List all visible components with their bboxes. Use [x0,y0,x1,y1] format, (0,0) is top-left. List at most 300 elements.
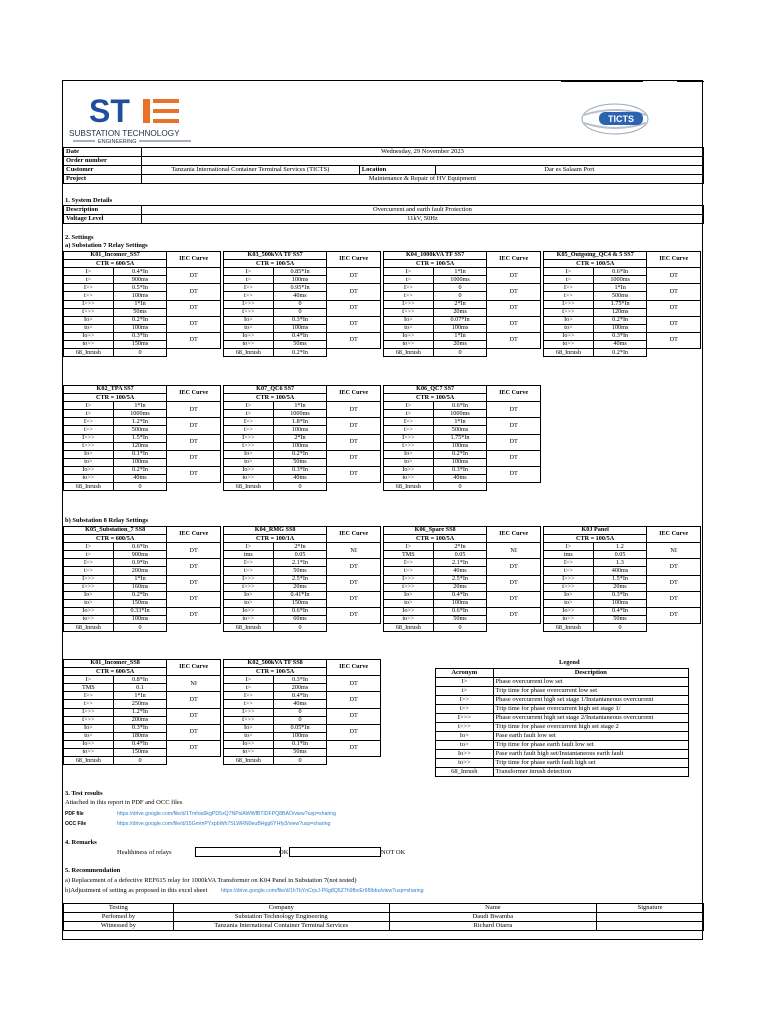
relay-setting-row [224,418,381,426]
setting-name: Io>> [64,740,114,748]
setting-value: 150ms [113,599,167,607]
setting-value: 2*In [433,543,487,551]
recommendation-a: a) Replacement of a defective REF615 relay for 1000kVA Transformer on K04 Panel in Substation 7(not tested) [65,877,357,884]
relay-setting-row [64,418,221,426]
empty-cell [327,483,381,491]
setting-name: 68_Inrush [384,483,434,491]
relay-ctr: CTR = 100/5A [384,260,487,268]
setting-name: I>> [544,284,594,292]
ste-logo-letters: ST [89,93,130,129]
relay-setting-row [64,300,221,308]
date-label: Date [64,148,142,157]
setting-name: to> [224,458,274,466]
setting-value: 100ms [593,324,647,332]
legend-description: Trip time for phase earth fault low set [493,741,688,750]
setting-name: t>> [224,700,274,708]
setting-value: 100ms [433,599,487,607]
setting-name: 68_Inrush [64,757,114,765]
relay-setting-row [224,591,381,599]
setting-name: to> [384,324,434,332]
setting-value: 0.6*In [593,268,647,276]
setting-name: to> [64,732,114,740]
setting-name: to>> [384,616,434,624]
setting-value: 100ms [113,616,167,624]
relay-setting-row [224,543,381,551]
iec-curve-value: DT [487,300,541,316]
setting-value: 100ms [113,292,167,300]
setting-value: 0.85*In [273,268,327,276]
ste-logo [67,91,197,147]
ok-checkbox[interactable] [195,847,281,857]
setting-name: to>> [224,749,274,757]
setting-value: 0.6*In [273,607,327,615]
setting-name: t>> [384,292,434,300]
setting-name: I>>> [64,300,114,308]
not-ok-label: NOT OK [381,849,406,856]
relay-block [223,526,381,632]
legend-row [436,723,689,732]
relay-title: K03_500kVA TF SS7 [224,252,327,260]
relay-block [63,659,221,765]
setting-value: 40ms [273,292,327,300]
setting-value: 1*In [113,692,167,700]
setting-name: Io>> [64,466,114,474]
relay-setting-row [224,316,381,324]
setting-value: 0 [593,624,647,632]
setting-name: 68_Inrush [384,349,434,357]
setting-value: 20ms [433,341,487,349]
setting-name: t>>> [384,583,434,591]
iec-curve-value: DT [327,450,381,466]
iec-curve-value: DT [647,607,701,623]
setting-value: 0.2*In [433,450,487,458]
setting-value: 1.5*In [593,575,647,583]
relay-block [383,526,541,632]
setting-name: Io>> [224,740,274,748]
setting-name: to>> [224,616,274,624]
setting-name: Io> [64,724,114,732]
relay-setting-row [224,332,381,340]
relay-title: K05_Outgoing_QC4 & 5 SS7 [544,252,647,260]
legend-description: Trip time for phase overcurrent high set stage 1/ [493,705,688,714]
relay-setting-row [224,724,381,732]
setting-name: t> [384,276,434,284]
setting-name: I>>> [64,575,114,583]
setting-name: I> [224,402,274,410]
iec-curve-value: DT [487,284,541,300]
order-value [141,157,703,166]
relay-ctr: CTR = 100/5A [384,394,487,402]
setting-value: 400ms [593,567,647,575]
relay-table [543,526,701,632]
relay-setting-row [384,483,541,491]
iec-curve-header: IEC Curve [327,386,381,402]
relay-setting-row [384,450,541,458]
setting-name: t> [64,551,114,559]
setting-value: 0 [273,708,327,716]
setting-value: 0 [433,284,487,292]
setting-value: 0.33*In [113,607,167,615]
setting-name: Io>> [224,607,274,615]
setting-name: tms [224,551,274,559]
setting-name: Io> [544,316,594,324]
legend-row [436,732,689,741]
setting-value: 0.2*In [113,316,167,324]
iec-curve-value: DT [487,418,541,434]
relay-setting-row [544,591,701,599]
relay-setting-row [224,575,381,583]
setting-value: 150ms [113,749,167,757]
relay-block [63,385,221,491]
relay-setting-row [544,543,701,551]
setting-name: t>>> [384,442,434,450]
setting-value: 100ms [593,599,647,607]
ticts-logo [581,103,649,135]
setting-value: 1.2 [593,543,647,551]
setting-name: I>>> [64,708,114,716]
relay-setting-row [544,284,701,292]
setting-value: 100ms [433,442,487,450]
setting-name: Io> [224,450,274,458]
relay-block [63,526,221,632]
relay-setting-row [64,349,221,357]
setting-name: I>> [224,418,274,426]
setting-name: t>> [224,292,274,300]
iec-curve-value: DT [167,740,221,756]
signoff-row [64,913,704,922]
setting-value: 0.2*In [273,349,327,357]
iec-curve-value: DT [327,316,381,332]
legend-row [436,759,689,768]
relay-setting-row [64,559,221,567]
setting-name: t>> [544,567,594,575]
iec-curve-value: DT [327,692,381,708]
setting-value: 100ms [273,276,327,284]
relay-setting-row [224,284,381,292]
setting-name: t>> [64,426,114,434]
iec-curve-header: IEC Curve [487,386,541,402]
not-ok-checkbox[interactable] [289,847,381,857]
setting-name: t>>> [64,716,114,724]
relay-title: K02_500kVA TF SS8 [224,660,327,668]
setting-name: t> [224,684,274,692]
legend-description: Phase overcurrent high set stage 1/Instantaneous overcurrent [493,696,688,705]
setting-name: Io>> [384,607,434,615]
iec-curve-value: DT [647,559,701,575]
setting-value: 40ms [273,700,327,708]
relay-setting-row [384,624,541,632]
iec-curve-value: DT [167,543,221,559]
iec-curve-header: IEC Curve [327,527,381,543]
setting-name: to>> [224,341,274,349]
signature-field[interactable] [597,922,704,931]
relay-ctr: CTR = 600/5A [64,668,167,676]
setting-value: 0 [273,483,327,491]
setting-value: 0 [113,483,167,491]
legend-description: Trip time for phase overcurrent low set [493,687,688,696]
setting-value: 0.05 [593,551,647,559]
setting-name: to>> [64,475,114,483]
empty-cell [647,624,701,632]
legend-acronym: 68_Inrush [436,768,494,777]
legend-row [436,687,689,696]
info-table [63,147,704,184]
legend-acronym: t> [436,687,494,696]
relay-setting-row [384,607,541,615]
setting-name: 68_Inrush [224,624,274,632]
relay-title: K02_TPA SS7 [64,386,167,394]
setting-value: 50ms [113,308,167,316]
setting-name: to> [64,458,114,466]
setting-name: t>>> [384,308,434,316]
test-results-heading: 3. Test results [65,790,103,797]
setting-value: 0.1*In [273,740,327,748]
iec-curve-value: DT [647,575,701,591]
setting-value: 0.4*In [113,740,167,748]
recommendation-link[interactable]: https://drive.google.com/file/d/1hTbYnCrjxJ-P6g8Q5Z7h9fbcEr6f9bbu/view?usp=sharing [221,888,424,894]
setting-name: 68_Inrush [544,624,594,632]
relay-setting-row [224,676,381,684]
iec-curve-value: DT [487,268,541,284]
setting-value: 0.1*In [113,450,167,458]
iec-curve-value: DT [487,402,541,418]
relay-ctr: CTR = 100/5A [64,394,167,402]
setting-value: 120ms [593,308,647,316]
iec-curve-value: DT [167,332,221,348]
relay-setting-row [64,316,221,324]
setting-name: I> [224,543,274,551]
location-value: Dar es Salaam Port [435,166,703,175]
legend-acronym-header: Acronym [436,669,494,678]
setting-name: to>> [544,341,594,349]
relay-setting-row [384,466,541,474]
legend-table [435,668,689,777]
setting-value: 0.3*In [593,332,647,340]
recommendation-b: b)Adjustment of setting as proposed in this excel sheet [65,887,208,894]
legend-row [436,750,689,759]
setting-name: t>> [224,567,274,575]
setting-name: I>> [64,284,114,292]
relay-setting-row [544,268,701,276]
setting-value: 40ms [113,475,167,483]
relay-setting-row [384,268,541,276]
iec-curve-value: NI [327,543,381,559]
relay-setting-row [64,591,221,599]
relay-setting-row [384,300,541,308]
relay-title: K07_QC6 SS7 [224,386,327,394]
setting-value: 1.5*In [113,434,167,442]
setting-name: t> [224,410,274,418]
setting-value: 1000ms [433,276,487,284]
pdf-file-label: PDF file [65,811,84,817]
iec-curve-value: DT [487,559,541,575]
setting-name: t>> [64,567,114,575]
setting-value: 0.2*In [273,450,327,458]
iec-curve-value: DT [167,591,221,607]
setting-value: 1.8*In [273,418,327,426]
iec-curve-header: IEC Curve [167,527,221,543]
signoff-cell: Witnessed by [64,922,174,931]
relay-title: K05_Substation_7 SS8 [64,527,167,535]
setting-value: 0 [273,300,327,308]
system-heading: 1. System Details [65,197,113,204]
setting-value: 0.6*In [433,402,487,410]
setting-value: 0.05 [273,551,327,559]
order-label: Order number [64,157,142,166]
description-value: Overcurrent and earth fault Protection [141,206,703,215]
setting-value: 0 [113,624,167,632]
setting-value: 100ms [273,442,327,450]
setting-value: 2*In [273,543,327,551]
test-results-text: Attached in this report in PDF and OCC files [65,799,183,806]
relay-table [223,526,381,632]
signature-field[interactable] [597,913,704,922]
relay-setting-row [224,434,381,442]
setting-value: 0 [433,349,487,357]
legend-acronym: to>> [436,759,494,768]
iec-curve-value: DT [647,268,701,284]
setting-name: t>> [64,292,114,300]
setting-name: to> [384,458,434,466]
setting-value: 500ms [593,292,647,300]
setting-value: 100ms [113,458,167,466]
iec-curve-value: DT [327,575,381,591]
iec-curve-value: DT [167,708,221,724]
relay-setting-row [544,575,701,583]
occ-file-link[interactable]: https://drive.google.com/file/d/15GmmPYxpbWh7SLWRN0euBHgg6YHfy3/view?usp=sharing [117,821,331,827]
iec-curve-value: DT [327,268,381,284]
relay-setting-row [64,466,221,474]
setting-name: to>> [64,749,114,757]
setting-value: 50ms [433,616,487,624]
setting-name: t>>> [64,308,114,316]
relay-ctr: CTR = 100/5A [224,394,327,402]
settings-heading: 2. Settings [65,234,94,241]
legend-acronym: to> [436,741,494,750]
empty-cell [327,624,381,632]
setting-value: 0.07*In [433,316,487,324]
empty-cell [167,349,221,357]
setting-value: 0.4*In [273,692,327,700]
setting-value: 100ms [433,324,487,332]
signoff-header: Signature [597,904,704,913]
relay-setting-row [384,349,541,357]
signoff-cell: Substation Technology Engineering [173,913,389,922]
relay-setting-row [544,316,701,324]
setting-value: 1*In [433,268,487,276]
setting-name: I> [224,676,274,684]
relay-title: K01_Incomer_SS8 [64,660,167,668]
setting-name: to>> [384,341,434,349]
setting-value: 900ms [113,276,167,284]
setting-name: to>> [64,341,114,349]
setting-value: 1*In [273,402,327,410]
setting-value: 0.4*In [113,268,167,276]
setting-value: 900ms [113,551,167,559]
legend-acronym: Io> [436,732,494,741]
setting-value: 1000ms [433,410,487,418]
setting-name: t>>> [64,442,114,450]
setting-value: 0.2*In [113,466,167,474]
relay-ctr: CTR = 100/5A [544,260,647,268]
setting-value: 100ms [273,426,327,434]
relay-setting-row [64,676,221,684]
setting-name: t> [384,410,434,418]
relay-title: K04_RMG SS8 [224,527,327,535]
relay-table [223,659,381,765]
setting-value: 0.3*In [273,466,327,474]
setting-value: 40ms [593,341,647,349]
setting-value: 0.2*In [593,349,647,357]
iec-curve-value: DT [167,450,221,466]
setting-value: 2.5*In [433,575,487,583]
iec-curve-value: DT [167,284,221,300]
pdf-file-link[interactable]: https://drive.google.com/file/d/1Tmfoa9kgPD5xQ7NPsiAWWfBTlDFPQ8BAO/view?usp=sharing [117,811,337,817]
setting-name: I>>> [384,300,434,308]
setting-name: 68_Inrush [224,483,274,491]
voltage-label: Voltage Level [64,215,142,224]
iec-curve-value: NI [167,676,221,692]
setting-value: 0.3*In [113,724,167,732]
setting-value: 150ms [113,341,167,349]
relay-setting-row [64,575,221,583]
setting-value: 0.5*In [113,284,167,292]
relay-setting-row [64,757,221,765]
setting-name: I>>> [544,575,594,583]
relay-table [383,251,541,357]
relay-block [383,385,541,491]
setting-name: I>>> [224,434,274,442]
setting-value: 1*In [593,284,647,292]
relay-setting-row [384,543,541,551]
setting-value: 1*In [433,332,487,340]
setting-name: I>> [224,284,274,292]
relay-setting-row [384,402,541,410]
setting-name: TMS [64,684,114,692]
relay-table [63,385,221,491]
setting-value: 0.3*In [113,332,167,340]
iec-curve-value: DT [487,575,541,591]
relay-setting-row [224,466,381,474]
top-rule [561,81,643,82]
signoff-cell: Tanzania International Container Terminal Services [173,922,389,931]
relay-setting-row [64,268,221,276]
iec-curve-value: DT [167,575,221,591]
ste-logo-sub2: ENGINEERING [98,139,137,145]
setting-value: 50ms [273,567,327,575]
substation8-heading: b) Substation 8 Relay Settings [65,517,149,524]
relay-ctr: CTR = 100/5A [544,535,647,543]
setting-name: t> [224,276,274,284]
iec-curve-value: DT [487,434,541,450]
relay-setting-row [64,708,221,716]
setting-value: 0.41*In [273,591,327,599]
relay-ctr: CTR = 100/1A [224,535,327,543]
relay-setting-row [224,757,381,765]
setting-name: to> [224,732,274,740]
setting-value: 0 [433,292,487,300]
setting-value: 0 [113,349,167,357]
setting-name: 68_Inrush [224,757,274,765]
setting-value: 0.3*In [593,591,647,599]
iec-curve-value: DT [167,692,221,708]
relay-setting-row [224,300,381,308]
setting-value: 20ms [433,583,487,591]
setting-name: I> [384,402,434,410]
setting-value: 0 [113,757,167,765]
setting-value: 100ms [433,458,487,466]
setting-name: to> [224,599,274,607]
